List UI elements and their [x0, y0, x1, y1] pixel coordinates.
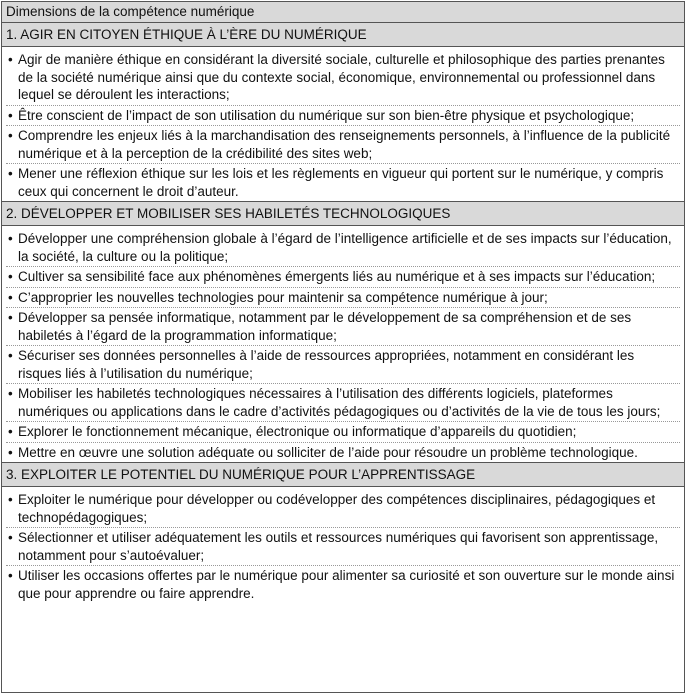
item-text: Mettre en œuvre une solution adéquate ou solliciter de l’aide pour résoudre un problème technologique.: [18, 444, 638, 460]
list-item: [6, 529, 680, 566]
bullet-icon: •: [8, 128, 13, 143]
item-text: Agir de manière éthique en considérant la diversité sociale, culturelle et philosophique des parties prenantes de la société numérique ainsi que du contexte social, économique, environnemental ou professionnel dans lequel se déroulent les interactions;: [18, 52, 665, 102]
bullet-icon: •: [8, 530, 13, 545]
bullet-icon: •: [8, 52, 13, 67]
item-list: [6, 230, 680, 462]
item-text: Sélectionner et utiliser adéquatement les outils et ressources numériques qui favorisent son apprentissage, notamment pour s’autoévaluer;: [18, 530, 659, 563]
list-item: [6, 165, 680, 201]
item-text: Explorer le fonctionnement mécanique, électronique ou informatique d’appareils du quotidien;: [18, 424, 577, 439]
item-text: Développer sa pensée informatique, notamment par le développement de sa compréhension et de ses habiletés à l’égard de la programmation informatique;: [18, 310, 632, 343]
competence-table: [1, 1, 685, 693]
list-item: [6, 423, 680, 443]
list-item: [6, 107, 680, 127]
bullet-icon: •: [8, 166, 13, 181]
list-item: [6, 309, 680, 346]
item-text: Sécuriser ses données personnelles à l’aide de ressources appropriées, notamment en considérant les risques liés à l’utilisation du numérique;: [18, 348, 635, 381]
bullet-icon: •: [8, 107, 13, 123]
section-title: 3. EXPLOITER LE POTENTIEL DU NUMÉRIQUE POUR L’APPRENTISSAGE: [2, 463, 684, 487]
list-item: [6, 268, 680, 288]
bullet-icon: •: [8, 231, 13, 246]
item-text: Être conscient de l’impact de son utilisation du numérique sur son bien-être physique et psychologique;: [18, 107, 635, 123]
bullet-icon: •: [8, 444, 13, 460]
item-text: Utiliser les occasions offertes par le numérique pour alimenter sa curiosité et son ouverture sur le monde ainsi que pour apprendre ou faire apprendre.: [18, 568, 675, 601]
section-title: 2. DÉVELOPPER ET MOBILISER SES HABILETÉS TECHNOLOGIQUES: [2, 202, 684, 226]
item-text: Mobiliser les habiletés technologiques nécessaires à l’utilisation des différents logiciels, plateformes numériques ou applications dans le cadre d’activités pédagogiques ou d’activités de la vie de tous les jours;: [18, 386, 661, 419]
list-item: [6, 567, 680, 603]
section-body: [2, 47, 684, 202]
item-text: Mener une réflexion éthique sur les lois et les règlements en vigueur qui portent sur le numérique, y compris ceux qui concernent le droit d’auteur.: [18, 166, 664, 199]
list-item: [6, 385, 680, 422]
list-item: [6, 289, 680, 309]
list-item: [6, 51, 680, 106]
list-item: [6, 127, 680, 164]
list-item: [6, 491, 680, 528]
list-item: [6, 230, 680, 267]
bullet-icon: •: [8, 348, 13, 363]
table-caption: Dimensions de la compétence numérique: [2, 2, 684, 23]
bullet-icon: •: [8, 424, 13, 439]
item-list: [6, 491, 680, 603]
item-text: Cultiver sa sensibilité face aux phénomènes émergents liés au numérique et à ses impacts sur l’éducation;: [18, 269, 656, 284]
section-title: 1. AGIR EN CITOYEN ÉTHIQUE À L’ÈRE DU NUMÉRIQUE: [2, 23, 684, 47]
section-body: [2, 226, 684, 463]
bullet-icon: •: [8, 269, 13, 284]
section-1: [2, 23, 684, 202]
bullet-icon: •: [8, 568, 13, 583]
bullet-icon: •: [8, 492, 13, 507]
item-text: Exploiter le numérique pour développer ou codévelopper des compétences disciplinaires, pédagogiques et technopédagogiques;: [18, 492, 656, 525]
bullet-icon: •: [8, 289, 13, 305]
section-2: [2, 202, 684, 463]
item-text: C’approprier les nouvelles technologies pour maintenir sa compétence numérique à jour;: [18, 289, 548, 305]
item-text: Comprendre les enjeux liés à la marchandisation des renseignements personnels, à l’influence de la publicité numérique et à la perception de la crédibilité des sites web;: [18, 128, 671, 161]
list-item: [6, 444, 680, 463]
bullet-icon: •: [8, 386, 13, 401]
item-text: Développer une compréhension globale à l’égard de l’intelligence artificielle et de ses impacts sur l’éducation, la société, la culture ou la politique;: [18, 231, 672, 264]
section-body: [2, 487, 684, 603]
item-list: [6, 51, 680, 201]
list-item: [6, 347, 680, 384]
bullet-icon: •: [8, 310, 13, 325]
section-3: [2, 463, 684, 603]
